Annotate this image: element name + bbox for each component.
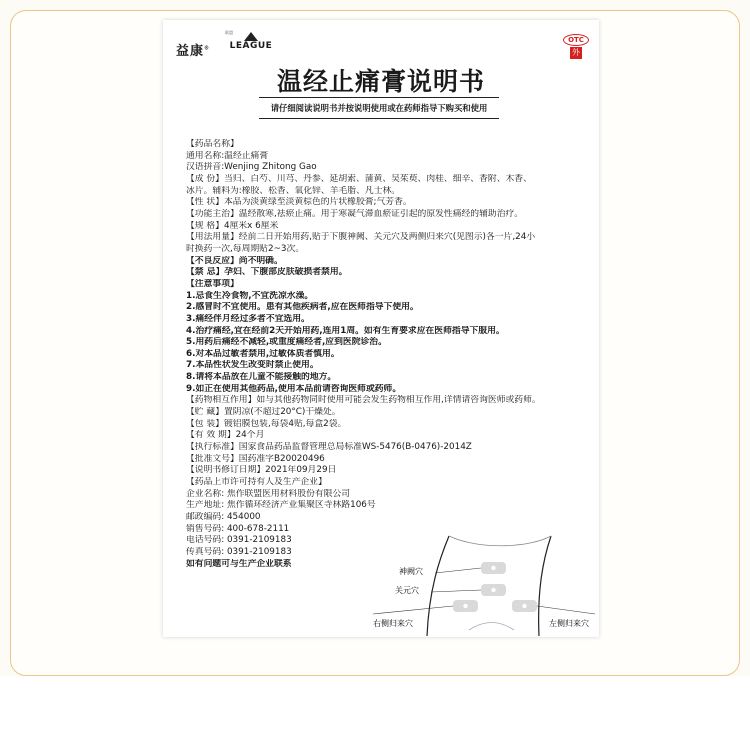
instruction-line: 【执行标准】国家食品药品监督管理总局标准WS-5476(B-0476)-2014Z xyxy=(186,442,472,453)
instruction-line: 传真号码: 0391-2109183 xyxy=(186,546,292,557)
instruction-line: 生产地址: 焦作循环经济产业集聚区寺林路106号 xyxy=(186,500,376,511)
instruction-line: 1.忌食生冷食物,不宜洗凉水澡。 xyxy=(186,290,314,301)
instruction-line: 【功能主治】温经散寒,祛瘀止痛。用于寒凝气滞血瘀证引起的原发性痛经的辅助治疗。 xyxy=(186,208,524,219)
instruction-line: 【禁 忌】孕妇、下腹部皮肤破损者禁用。 xyxy=(186,267,348,278)
divider xyxy=(259,97,499,98)
instruction-line: 【用法用量】经前二日开始用药,贴于下腹神阙、关元穴及两侧归来穴(见图示)各一片,24小 xyxy=(186,232,536,243)
instruction-sheet xyxy=(163,20,599,637)
instruction-line: 【药品名称】 xyxy=(186,139,239,149)
leader-shenque xyxy=(435,568,481,573)
instruction-line: 【注意事项】 xyxy=(186,278,239,289)
instruction-line: 7.本品性状发生改变时禁止使用。 xyxy=(186,360,319,371)
instruction-line: 时换药一次,每周期贴2~3次。 xyxy=(186,243,305,254)
brand-logo: 益康® xyxy=(176,44,211,59)
instruction-line: 通用名称:温经止痛膏 xyxy=(186,150,269,161)
instruction-line: 【批准文号】国药准字B20020496 xyxy=(186,453,325,464)
instruction-line: 6.对本品过敏者禁用,过敏体质者慎用。 xyxy=(186,348,340,359)
instruction-line: 销售号码: 400-678-2111 xyxy=(186,523,290,534)
instruction-line: 【有 效 期】24个月 xyxy=(186,430,265,441)
otc-badge: OTC 外 xyxy=(563,34,589,59)
divider xyxy=(259,118,499,119)
instruction-line: 【药品上市许可持有人及生产企业】 xyxy=(186,477,327,488)
label-guanyuan: 关元穴 xyxy=(395,586,419,595)
instruction-line: 邮政编码: 454000 xyxy=(186,512,261,522)
instruction-line: 企业名称: 焦作联盟医用材料股份有限公司 xyxy=(186,488,351,499)
leader-right-guilai xyxy=(373,606,453,614)
instruction-line: 2.感冒时不宜使用。患有其他疾病者,应在医师指导下使用。 xyxy=(186,302,419,313)
point-right-guilai xyxy=(463,604,467,608)
waist-line xyxy=(449,536,551,546)
instruction-line: 【不良反应】尚不明确。 xyxy=(186,255,283,266)
label-shenque: 神阙穴 xyxy=(399,567,423,576)
instruction-line: 【成 份】当归、白芍、川芎、丹参、延胡索、蒲黄、吴茱萸、肉桂、细辛、香附、木香、 xyxy=(186,173,532,184)
triangle-icon xyxy=(244,32,258,41)
instruction-line: 电话号码: 0391-2109183 xyxy=(186,535,292,546)
instruction-body xyxy=(186,139,586,570)
label-right-guilai: 右侧归来穴 xyxy=(373,619,413,628)
instruction-line: 9.如正在使用其他药品,使用本品前请咨询医师或药师。 xyxy=(186,383,402,394)
instruction-line: 【性 状】本品为淡黄绿至淡黄棕色的片状橡胶膏;气芳香。 xyxy=(186,197,412,208)
instruction-line: 8.请将本品放在儿童不能接触的地方。 xyxy=(186,372,337,383)
instruction-line: 【规 格】4厘米x 6厘米 xyxy=(186,220,279,231)
instruction-line: 3.痛经伴月经过多者不宜选用。 xyxy=(186,313,310,324)
instruction-line: 【说明书修订日期】2021年09月29日 xyxy=(186,465,337,476)
page-footer-area xyxy=(0,676,750,746)
point-shenque xyxy=(491,566,495,570)
instruction-line: 4.治疗痛经,宜在经前2天开始用药,连用1周。如有生育要求应在医师指导下服用。 xyxy=(186,325,505,336)
subtitle: 请仔细阅读说明书并按说明使用或在药师指导下购买和使用 xyxy=(270,104,488,114)
leader-guanyuan xyxy=(431,590,481,592)
body-outline-left xyxy=(427,536,449,636)
instruction-line: 【药物相互作用】如与其他药物同时使用可能会发生药物相互作用,详情请咨询医师或药师。 xyxy=(186,395,541,406)
instruction-line: 【包 装】镀铝膜包装,每袋4贴,每盒2袋。 xyxy=(186,418,347,429)
instruction-line: 汉语拼音:Wenjing Zhitong Gao xyxy=(186,162,317,173)
point-guanyuan xyxy=(491,588,495,592)
page-title: 温经止痛膏说明书 xyxy=(276,67,485,96)
label-left-guilai: 左侧归来穴 xyxy=(549,619,589,628)
instruction-line: 冰片。辅料为:橡胶、松香、氧化锌、羊毛脂、凡士林。 xyxy=(186,185,401,196)
instruction-line: 【贮 藏】置阴凉(不超过20°C)干燥处。 xyxy=(186,407,341,418)
point-left-guilai xyxy=(522,604,526,608)
instruction-line: 如有问题可与生产企业联系 xyxy=(186,558,292,569)
instruction-line: 5.用药后痛经不减轻,或重度痛经者,应到医院诊治。 xyxy=(186,337,387,348)
leader-left-guilai xyxy=(537,606,595,614)
league-logo: 联盟 LEAGUE xyxy=(225,30,273,51)
body-line xyxy=(469,623,514,631)
acupoint-diagram xyxy=(369,530,599,636)
